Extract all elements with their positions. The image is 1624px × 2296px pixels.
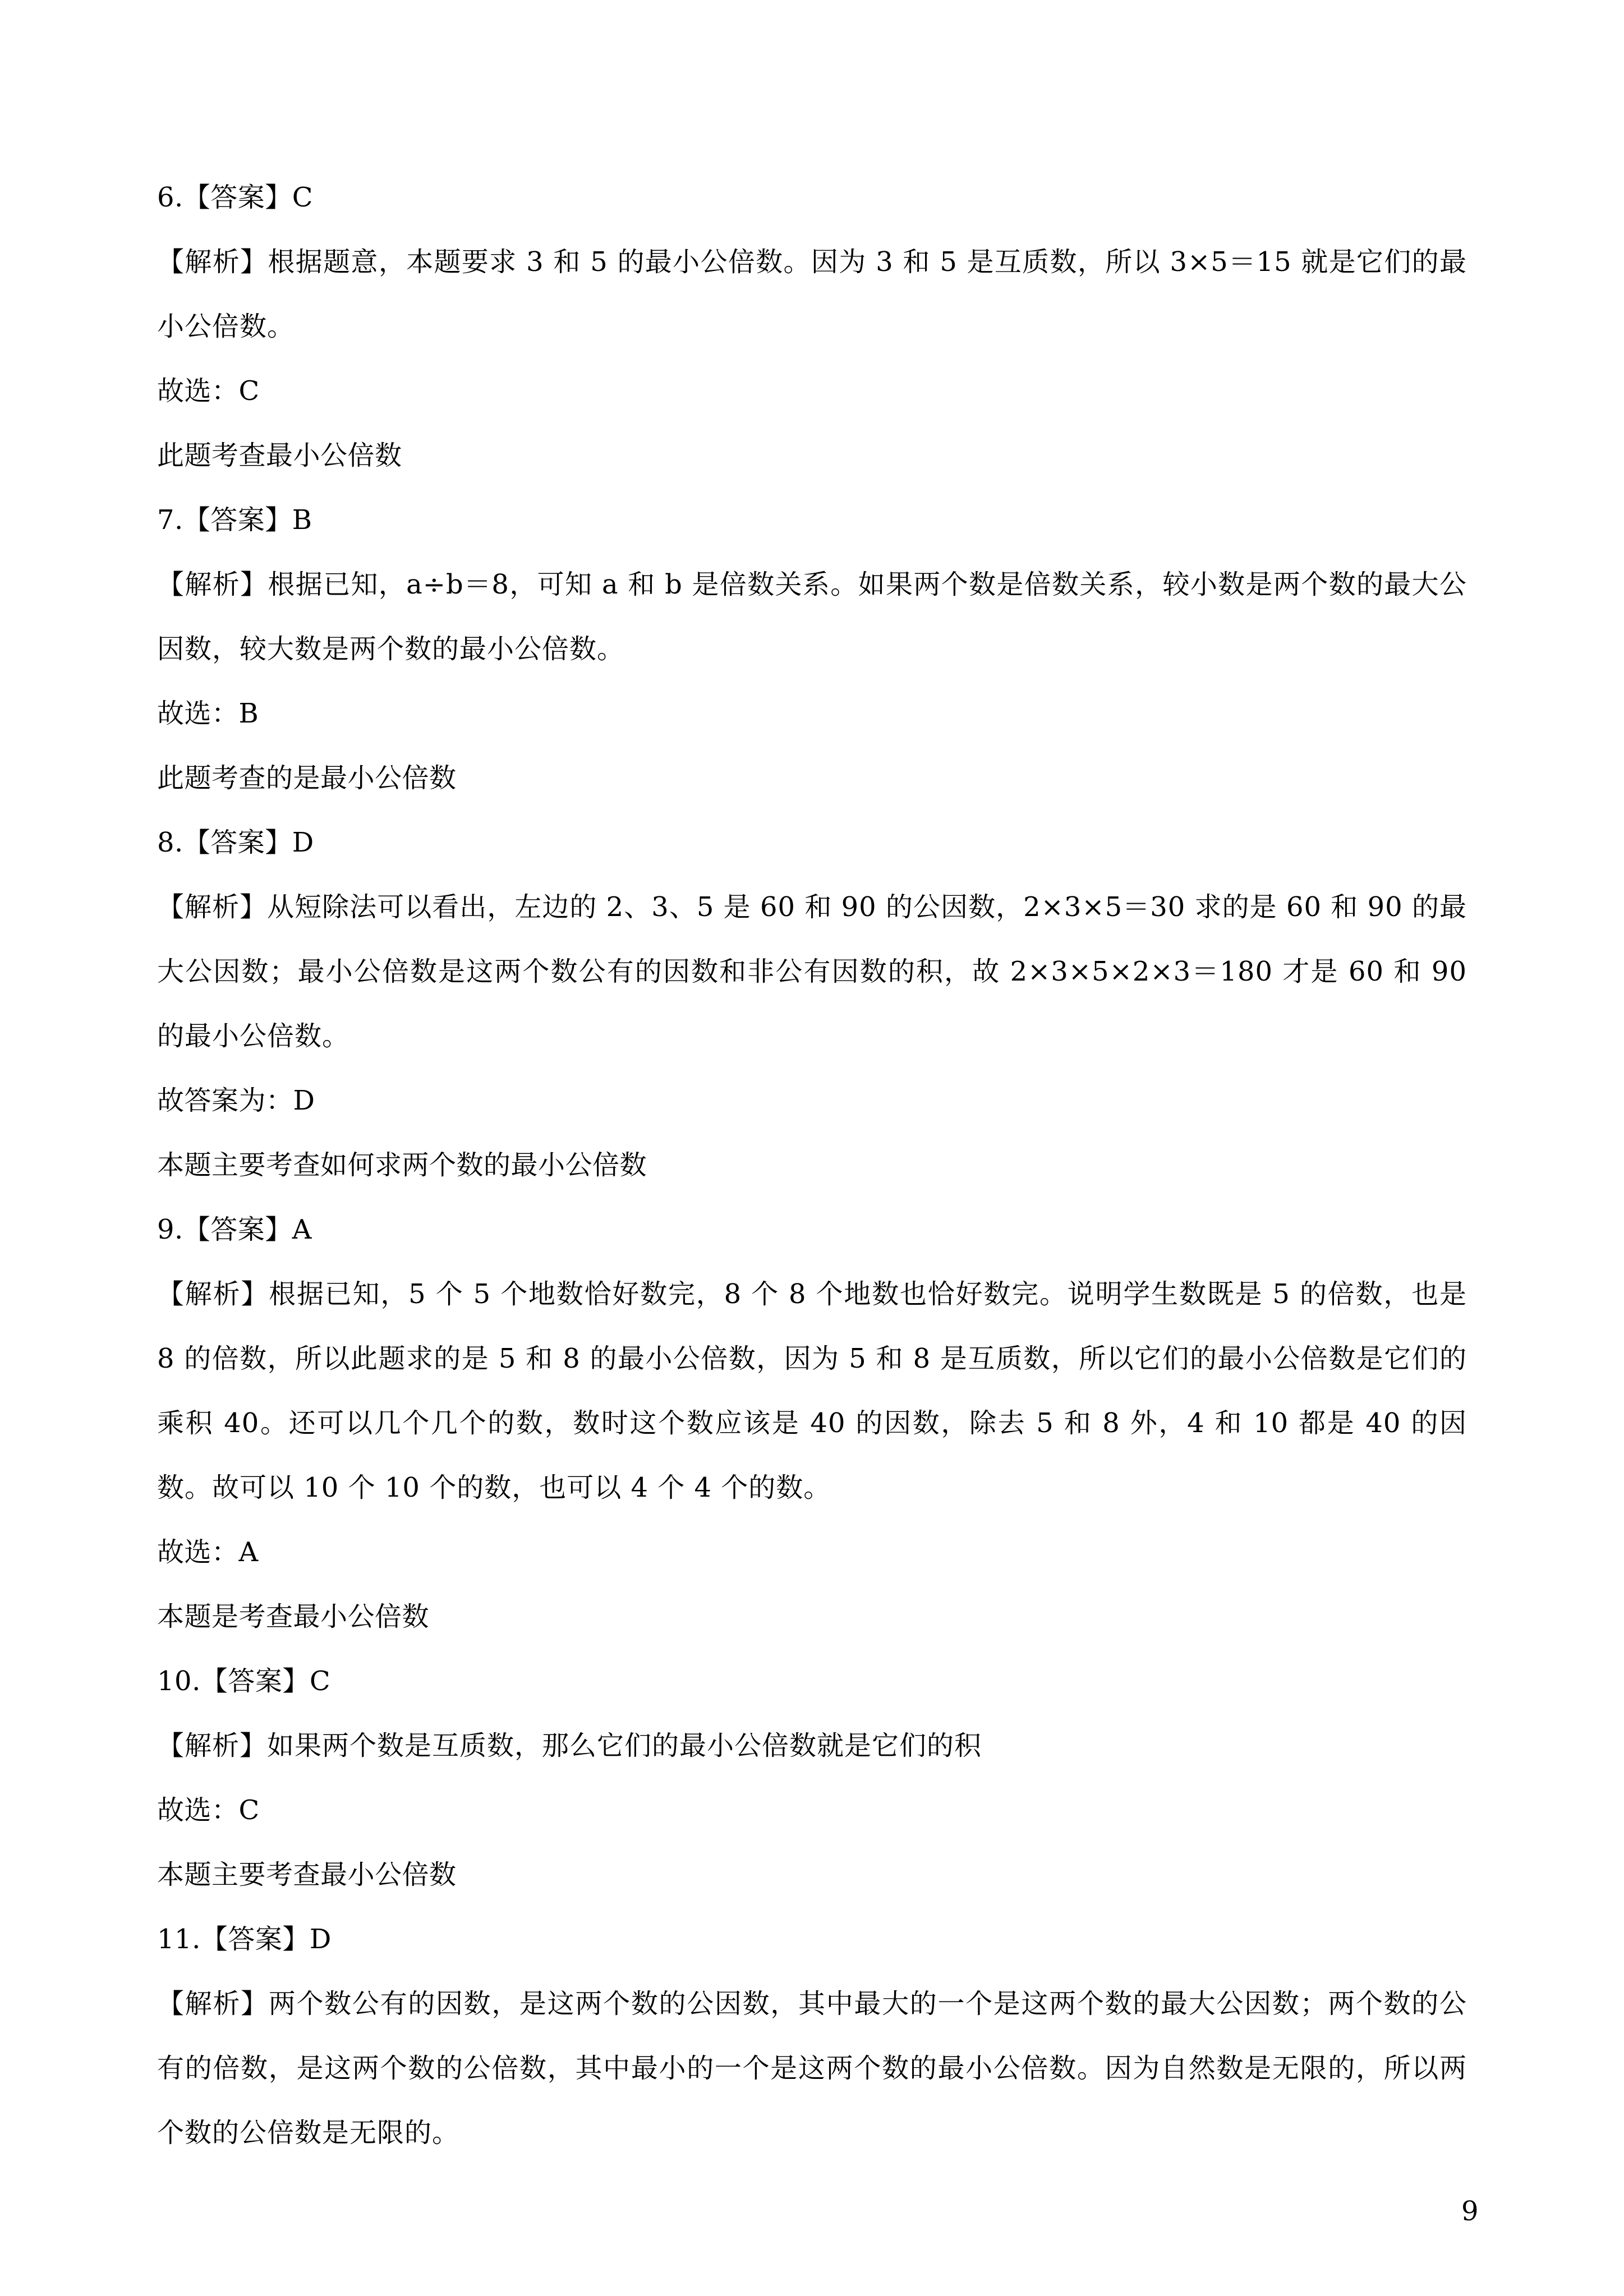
- topic-note: 本题是考查最小公倍数: [157, 1601, 430, 1632]
- answer-item-6: [157, 165, 1467, 488]
- topic-note: 此题考查的是最小公倍数: [157, 762, 457, 794]
- answer-heading: 8.【答案】D: [157, 827, 314, 858]
- topic-note: 本题主要考查最小公倍数: [157, 1859, 457, 1890]
- answer-content: [157, 165, 1467, 2165]
- answer-heading: 7.【答案】B: [157, 504, 312, 536]
- topic-note: 本题主要考查如何求两个数的最小公倍数: [157, 1149, 647, 1181]
- analysis-text: 【解析】从短除法可以看出，左边的 2、3、5 是 60 和 90 的公因数，2×3×5＝30 求的是 60 和 90 的最大公因数；最小公倍数是这两个数公有的因数和非公有因数的积，故 2×3×5×2×3＝180 才是 60 和 90 的最小公倍数。: [157, 891, 1467, 1052]
- answer-heading: 11.【答案】D: [157, 1924, 332, 1955]
- answer-item-8: [157, 811, 1467, 1198]
- answer-heading: 9.【答案】A: [157, 1214, 312, 1245]
- choice-text: 故选：A: [157, 1536, 259, 1568]
- answer-heading: 6.【答案】C: [157, 182, 314, 213]
- choice-text: 故答案为：D: [157, 1085, 315, 1116]
- page-number: 9: [1461, 2196, 1479, 2227]
- analysis-text: 【解析】如果两个数是互质数，那么它们的最小公倍数就是它们的积: [157, 1730, 982, 1761]
- choice-text: 故选：C: [157, 375, 260, 407]
- choice-text: 故选：B: [157, 698, 259, 729]
- answer-item-10: [157, 1649, 1467, 1907]
- analysis-text: 【解析】根据已知，5 个 5 个地数恰好数完，8 个 8 个地数也恰好数完。说明学生数既是 5 的倍数，也是 8 的倍数，所以此题求的是 5 和 8 的最小公倍数，因为 5 和 8 是互质数，所以它们的最小公倍数是它们的乘积 40。还可以几个几个的数，数时这个数应该是 40 的因数，除去 5 和 8 外，4 和 10 都是 40 的因数。故可以 10 个 10 个的数，也可以 4 个 4 个的数。: [157, 1278, 1467, 1503]
- answer-item-9: [157, 1198, 1467, 1649]
- answer-item-7: [157, 488, 1467, 811]
- answer-item-11: [157, 1907, 1467, 2165]
- choice-text: 故选：C: [157, 1795, 260, 1826]
- answer-heading: 10.【答案】C: [157, 1665, 331, 1697]
- analysis-text: 【解析】两个数公有的因数，是这两个数的公因数，其中最大的一个是这两个数的最大公因数；两个数的公有的倍数，是这两个数的公倍数，其中最小的一个是这两个数的最小公倍数。因为自然数是无限的，所以两个数的公倍数是无限的。: [157, 1988, 1467, 2148]
- analysis-text: 【解析】根据题意，本题要求 3 和 5 的最小公倍数。因为 3 和 5 是互质数，所以 3×5＝15 就是它们的最小公倍数。: [157, 246, 1467, 342]
- analysis-text: 【解析】根据已知，a÷b＝8，可知 a 和 b 是倍数关系。如果两个数是倍数关系，较小数是两个数的最大公因数，较大数是两个数的最小公倍数。: [157, 569, 1467, 665]
- topic-note: 此题考查最小公倍数: [157, 440, 402, 471]
